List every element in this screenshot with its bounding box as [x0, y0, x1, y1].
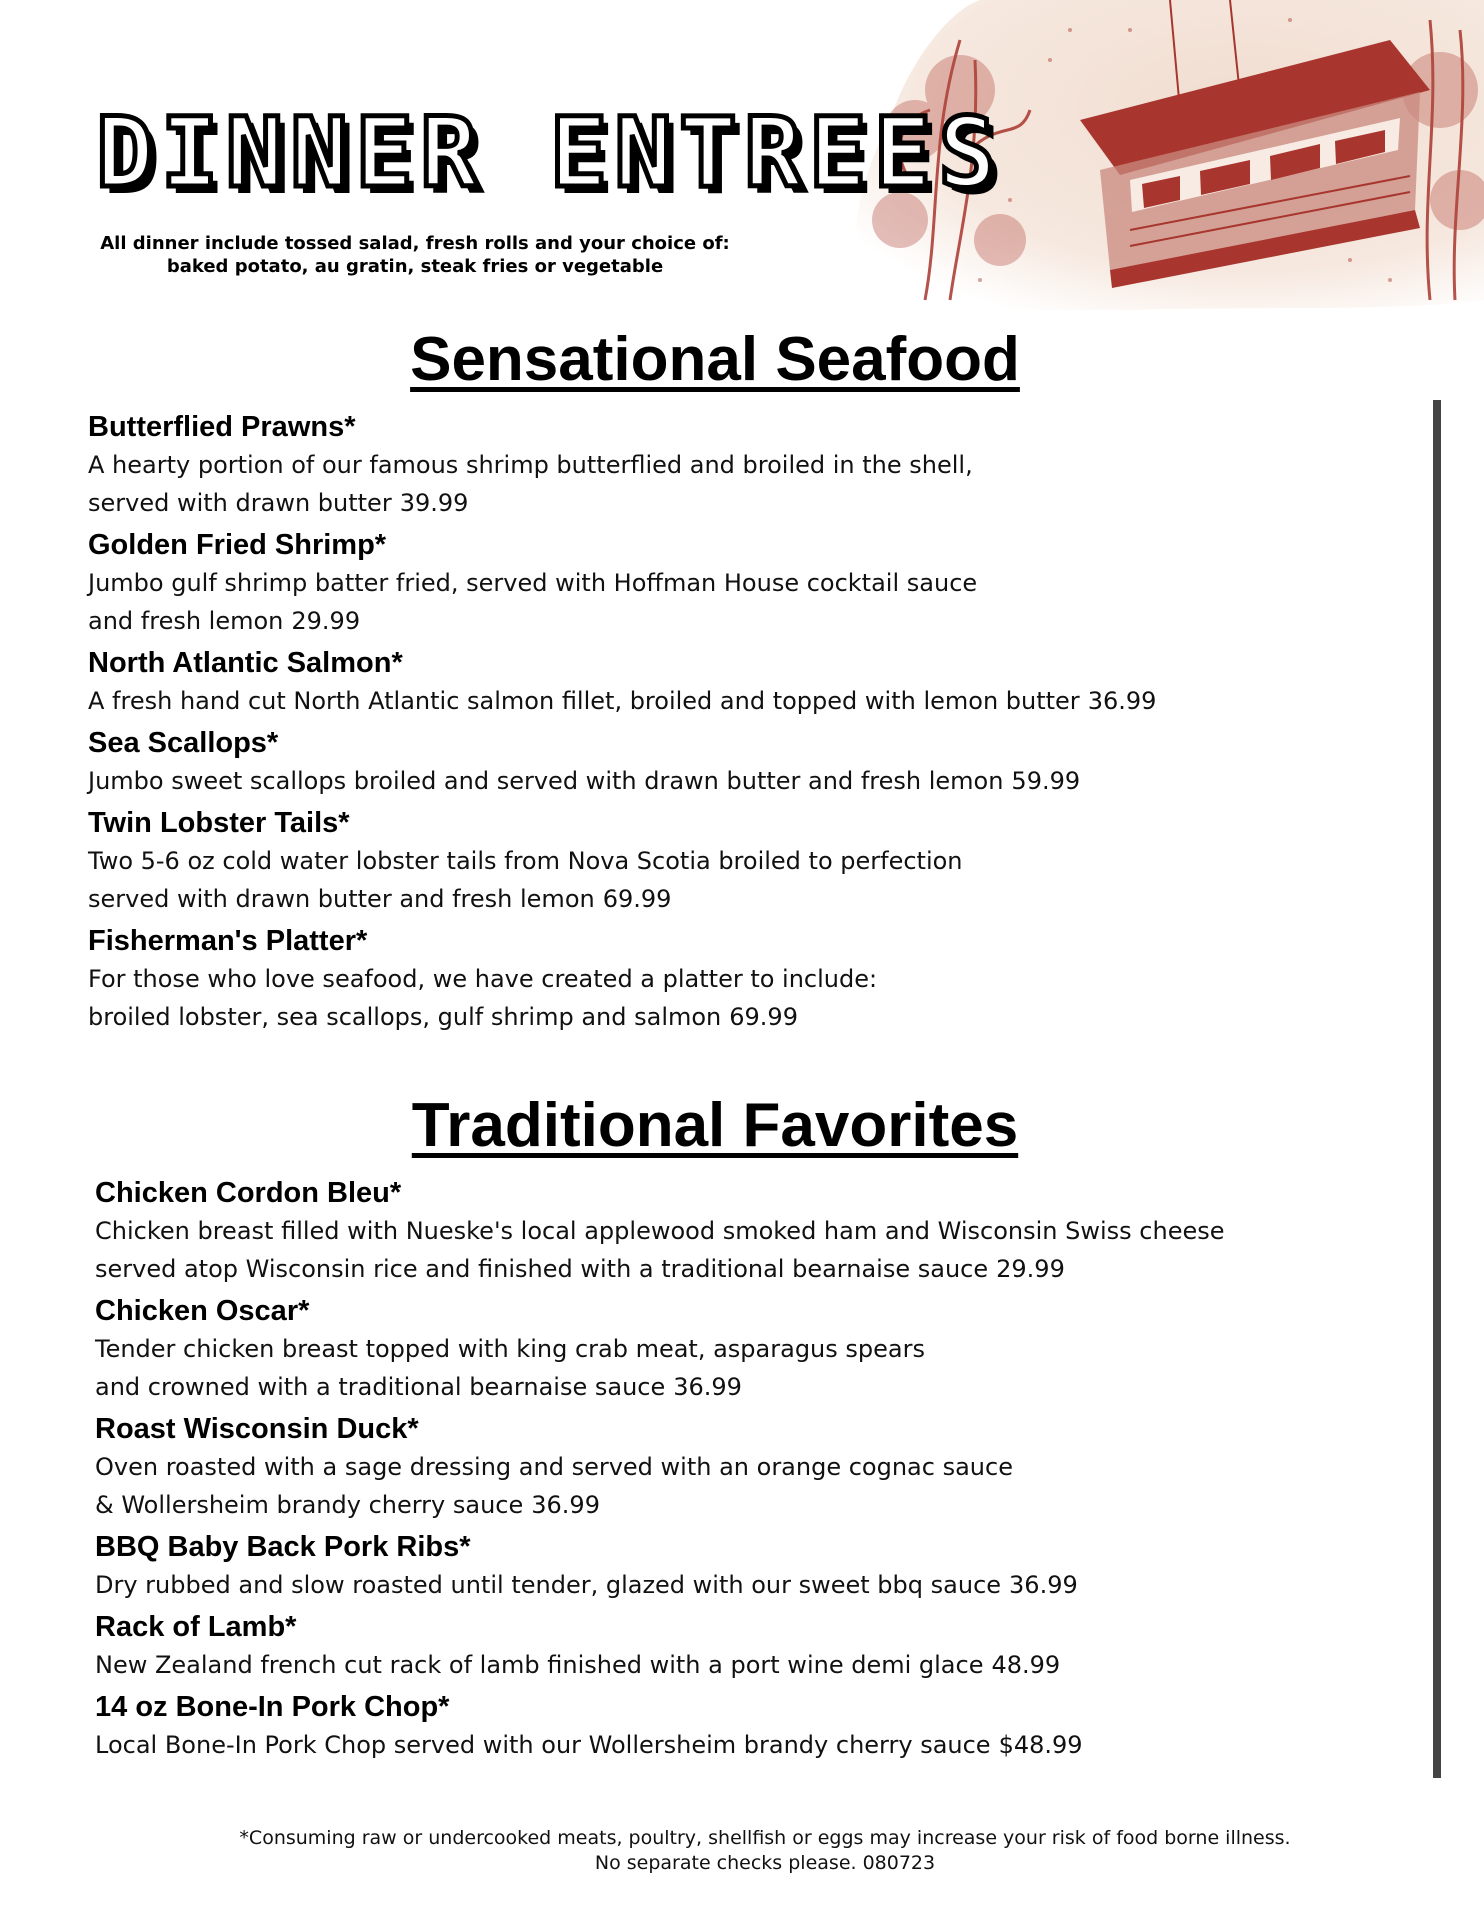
- item-name: Golden Fried Shrimp*: [88, 529, 387, 561]
- seafood-list: [88, 408, 1338, 1040]
- menu-item: [95, 1608, 1415, 1684]
- item-name: Sea Scallops*: [88, 727, 279, 759]
- traditional-list: [95, 1174, 1415, 1768]
- menu-item: [88, 804, 1338, 918]
- subtitle-line-1: All dinner include tossed salad, fresh rolls and your choice of:: [100, 233, 730, 254]
- menu-item: [88, 922, 1338, 1036]
- item-price: 29.99: [291, 607, 361, 635]
- menu-item: [88, 724, 1338, 800]
- item-price: 69.99: [602, 885, 672, 913]
- subtitle-line-2: baked potato, au gratin, steak fries or vegetable: [166, 256, 664, 277]
- menu-item: [88, 644, 1338, 720]
- menu-item: [88, 526, 1338, 640]
- item-description: Two 5-6 oz cold water lobster tails from Nova Scotia broiled to perfection served with drawn butter and fresh lemon 69.99: [88, 847, 963, 913]
- item-name: North Atlantic Salmon*: [88, 647, 403, 679]
- item-price: 29.99: [996, 1255, 1065, 1283]
- item-description: Chicken breast filled with Nueske's local applewood smoked ham and Wisconsin Swiss cheese served atop Wisconsin rice and finished with a traditional bearnaise sauce 29.99: [95, 1217, 1225, 1283]
- item-description: Dry rubbed and slow roasted until tender, glazed with our sweet bbq sauce 36.99: [95, 1571, 1078, 1599]
- item-name: Roast Wisconsin Duck*: [95, 1413, 419, 1445]
- menu-item: [95, 1410, 1415, 1524]
- item-price: 69.99: [729, 1003, 798, 1031]
- item-description: Oven roasted with a sage dressing and served with an orange cognac sauce & Wollersheim brandy cherry sauce 36.99: [95, 1453, 1013, 1519]
- footer-note: [100, 1826, 1430, 1876]
- item-price: 36.99: [1009, 1571, 1078, 1599]
- item-description: Jumbo sweet scallops broiled and served with drawn butter and fresh lemon 59.99: [88, 767, 1081, 795]
- item-name: Twin Lobster Tails*: [88, 807, 350, 839]
- item-name: Butterflied Prawns*: [88, 411, 356, 443]
- item-name: Chicken Cordon Bleu*: [95, 1177, 402, 1209]
- item-description: Tender chicken breast topped with king crab meat, asparagus spears and crowned with a traditional bearnaise sauce 36.99: [95, 1335, 925, 1401]
- item-price: 59.99: [1011, 767, 1081, 795]
- item-name: Rack of Lamb*: [95, 1611, 297, 1643]
- item-price: 48.99: [991, 1651, 1061, 1679]
- page-title: DINNER ENTREES: [96, 97, 1004, 209]
- item-description: New Zealand french cut rack of lamb finished with a port wine demi glace 48.99: [95, 1651, 1061, 1679]
- item-description: Local Bone-In Pork Chop served with our Wollersheim brandy cherry sauce $48.99: [95, 1731, 1083, 1759]
- item-name: Chicken Oscar*: [95, 1295, 310, 1327]
- menu-item: [95, 1174, 1415, 1288]
- menu-item: [95, 1688, 1415, 1764]
- item-name: BBQ Baby Back Pork Ribs*: [95, 1531, 471, 1563]
- menu-item: [88, 408, 1338, 522]
- section-title-traditional: Traditional Favorites: [411, 1091, 1019, 1160]
- footer-disclaimer: *Consuming raw or undercooked meats, poultry, shellfish or eggs may increase your risk of food borne illness.: [239, 1827, 1291, 1849]
- item-price: $48.99: [998, 1731, 1083, 1759]
- item-price: 36.99: [531, 1491, 600, 1519]
- item-description: A hearty portion of our famous shrimp butterflied and broiled in the shell, served with drawn butter 39.99: [88, 451, 973, 517]
- item-description: For those who love seafood, we have created a platter to include: broiled lobster, sea scallops, gulf shrimp and salmon 69.99: [88, 965, 878, 1031]
- item-price: 36.99: [1087, 687, 1157, 715]
- vertical-divider: [1433, 400, 1441, 1778]
- item-name: Fisherman's Platter*: [88, 925, 368, 957]
- subtitle: [100, 232, 730, 278]
- footer-checks-note: No separate checks please. 080723: [594, 1852, 936, 1874]
- menu-item: [95, 1292, 1415, 1406]
- item-name: 14 oz Bone-In Pork Chop*: [95, 1691, 450, 1723]
- item-price: 39.99: [399, 489, 469, 517]
- item-description: A fresh hand cut North Atlantic salmon fillet, broiled and topped with lemon butter 36.99: [88, 687, 1157, 715]
- item-price: 36.99: [673, 1373, 742, 1401]
- item-description: Jumbo gulf shrimp batter fried, served with Hoffman House cocktail sauce and fresh lemon 29.99: [88, 569, 978, 635]
- section-title-seafood: Sensational Seafood: [410, 325, 1020, 394]
- menu-item: [95, 1528, 1415, 1604]
